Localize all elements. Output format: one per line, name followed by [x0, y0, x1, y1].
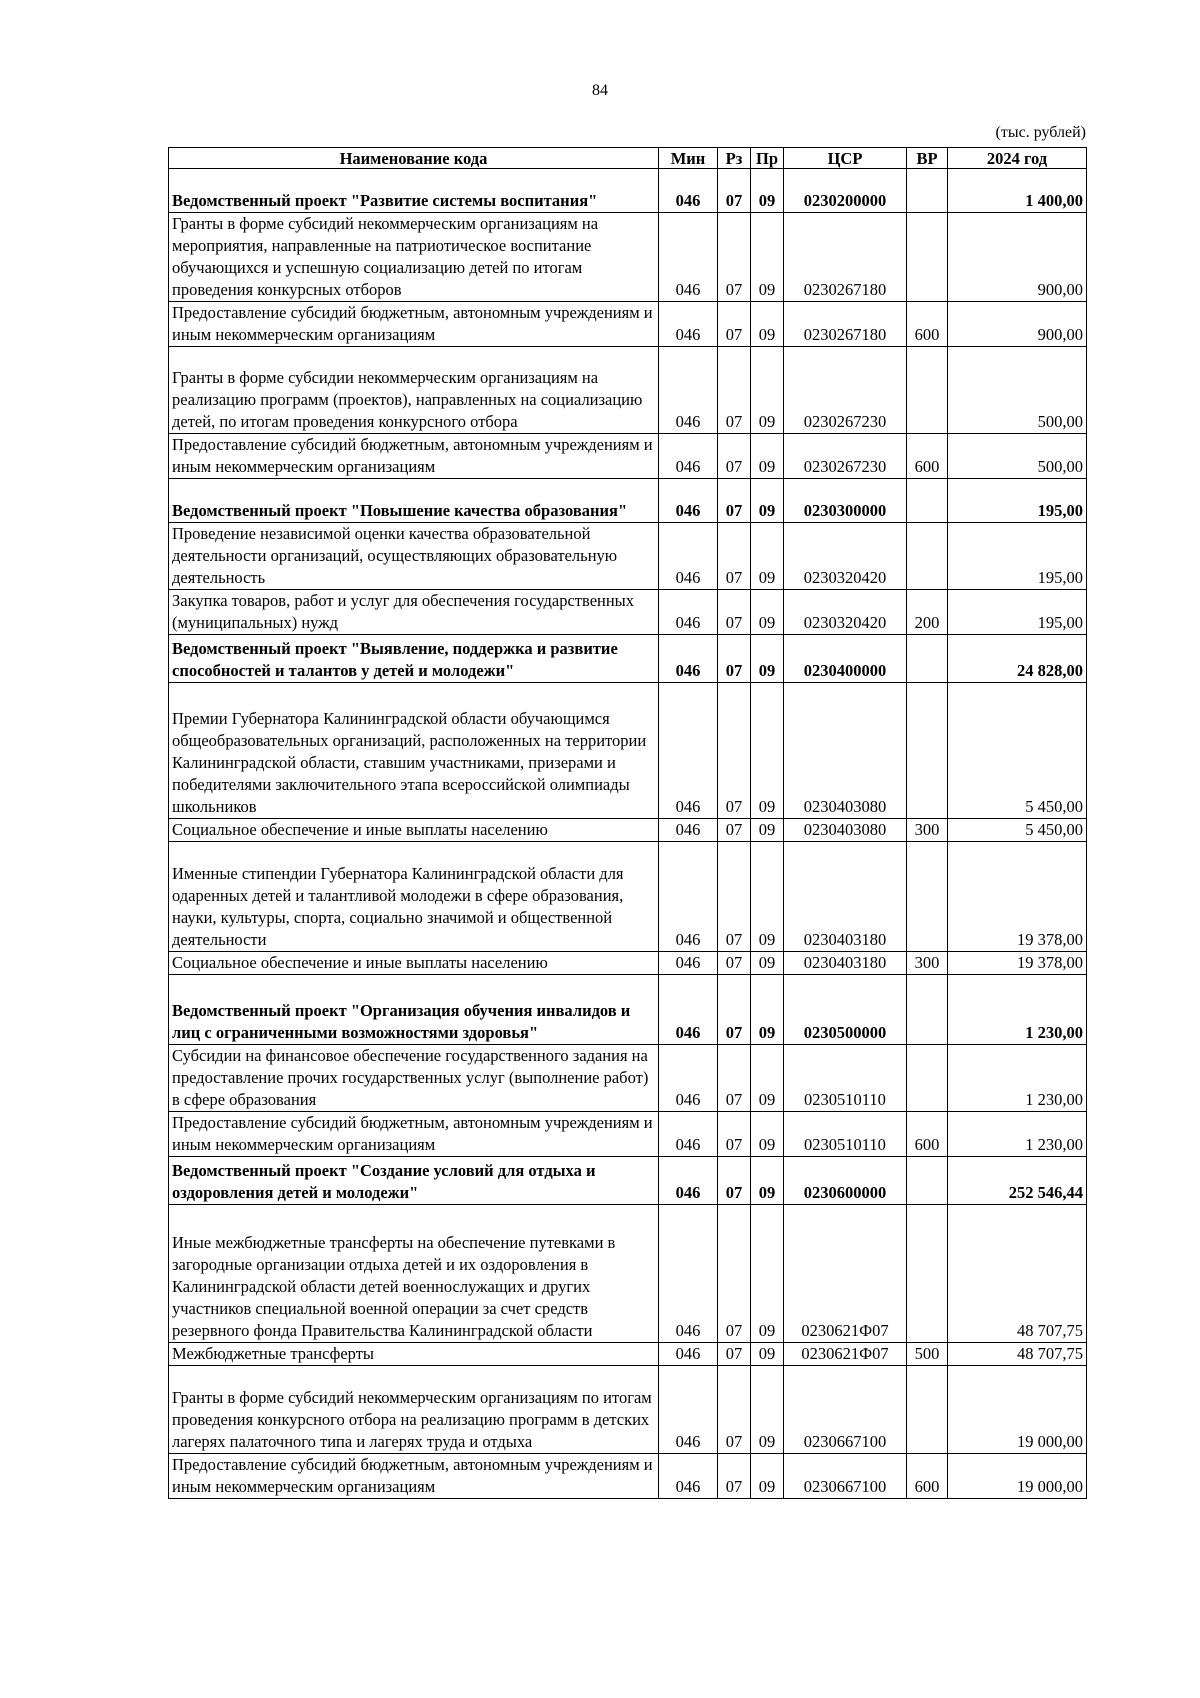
cell-csr: 0230320420: [784, 523, 907, 590]
cell-name: Ведомственный проект "Развитие системы воспитания": [169, 169, 659, 213]
column-header-csr: ЦСР: [784, 148, 907, 169]
table-row: [169, 1366, 1087, 1454]
cell-sum: 19 000,00: [948, 1366, 1087, 1454]
cell-pr: 09: [751, 683, 784, 819]
cell-vr: [907, 523, 948, 590]
cell-sum: 195,00: [948, 479, 1087, 523]
cell-csr: 0230267180: [784, 213, 907, 302]
cell-sum: 500,00: [948, 434, 1087, 479]
cell-min: 046: [659, 434, 718, 479]
cell-pr: 09: [751, 302, 784, 347]
cell-rz: 07: [718, 169, 751, 213]
cell-pr: 09: [751, 590, 784, 635]
unit-note: (тыс. рублей): [995, 124, 1086, 141]
table-row: [169, 1454, 1087, 1499]
cell-pr: 09: [751, 1366, 784, 1454]
cell-sum: 24 828,00: [948, 635, 1087, 683]
cell-name: Ведомственный проект "Повышение качества образования": [169, 479, 659, 523]
cell-vr: 200: [907, 590, 948, 635]
cell-csr: 0230500000: [784, 975, 907, 1045]
page-number: 84: [592, 82, 608, 99]
cell-pr: 09: [751, 1157, 784, 1205]
cell-sum: 19 378,00: [948, 952, 1087, 975]
cell-pr: 09: [751, 975, 784, 1045]
budget-table: [168, 147, 1087, 1499]
cell-csr: 0230267180: [784, 302, 907, 347]
cell-rz: 07: [718, 302, 751, 347]
cell-sum: 195,00: [948, 590, 1087, 635]
cell-min: 046: [659, 1454, 718, 1499]
cell-min: 046: [659, 302, 718, 347]
cell-csr: 0230200000: [784, 169, 907, 213]
cell-pr: 09: [751, 434, 784, 479]
cell-rz: 07: [718, 479, 751, 523]
cell-name: Социальное обеспечение и иные выплаты населению: [169, 952, 659, 975]
cell-sum: 1 400,00: [948, 169, 1087, 213]
cell-pr: 09: [751, 1045, 784, 1112]
cell-rz: 07: [718, 347, 751, 434]
cell-min: 046: [659, 683, 718, 819]
cell-sum: 900,00: [948, 213, 1087, 302]
cell-csr: 0230403080: [784, 683, 907, 819]
cell-min: 046: [659, 1112, 718, 1157]
cell-csr: 0230600000: [784, 1157, 907, 1205]
cell-rz: 07: [718, 1343, 751, 1366]
cell-min: 046: [659, 590, 718, 635]
cell-pr: 09: [751, 635, 784, 683]
cell-name: Гранты в форме субсидии некоммерческим организациям на реализацию программ (проектов), направленных на социализацию детей, по итогам проведения конкурсного отбора: [169, 347, 659, 434]
cell-pr: 09: [751, 523, 784, 590]
table-row: [169, 952, 1087, 975]
cell-name: Иные межбюджетные трансферты на обеспечение путевками в загородные организации отдыха детей и их оздоровления в Калининградской области детей военнослужащих и других участников специальной военной операции за счет средств резервного фонда Правительства Калининградской области: [169, 1205, 659, 1343]
cell-pr: 09: [751, 1343, 784, 1366]
cell-rz: 07: [718, 1366, 751, 1454]
column-header-min: Мин: [659, 148, 718, 169]
cell-pr: 09: [751, 842, 784, 952]
cell-rz: 07: [718, 1454, 751, 1499]
cell-csr: 0230403180: [784, 842, 907, 952]
cell-sum: 1 230,00: [948, 1112, 1087, 1157]
table-row: [169, 819, 1087, 842]
cell-vr: [907, 213, 948, 302]
cell-csr: 0230403180: [784, 952, 907, 975]
cell-name: Гранты в форме субсидий некоммерческим организациям на мероприятия, направленные на патриотическое воспитание обучающихся и успешную социализацию детей по итогам проведения конкурсных отборов: [169, 213, 659, 302]
cell-csr: 0230621Ф07: [784, 1205, 907, 1343]
cell-min: 046: [659, 1343, 718, 1366]
column-header-pr: Пр: [751, 148, 784, 169]
table-row: [169, 842, 1087, 952]
cell-sum: 19 000,00: [948, 1454, 1087, 1499]
table-row: [169, 1205, 1087, 1343]
table-row: [169, 1045, 1087, 1112]
cell-name: Закупка товаров, работ и услуг для обеспечения государственных (муниципальных) нужд: [169, 590, 659, 635]
table-row: [169, 683, 1087, 819]
cell-min: 046: [659, 523, 718, 590]
cell-sum: 500,00: [948, 347, 1087, 434]
cell-vr: [907, 1045, 948, 1112]
cell-name: Ведомственный проект "Выявление, поддержка и развитие способностей и талантов у детей и молодежи": [169, 635, 659, 683]
cell-min: 046: [659, 169, 718, 213]
project-row: [169, 479, 1087, 523]
cell-min: 046: [659, 347, 718, 434]
cell-name: Межбюджетные трансферты: [169, 1343, 659, 1366]
cell-sum: 195,00: [948, 523, 1087, 590]
cell-name: Предоставление субсидий бюджетным, автономным учреждениям и иным некоммерческим организациям: [169, 434, 659, 479]
cell-vr: [907, 169, 948, 213]
cell-csr: 0230320420: [784, 590, 907, 635]
cell-name: Предоставление субсидий бюджетным, автономным учреждениям и иным некоммерческим организациям: [169, 1454, 659, 1499]
cell-vr: [907, 842, 948, 952]
cell-csr: 0230300000: [784, 479, 907, 523]
cell-csr: 0230667100: [784, 1366, 907, 1454]
cell-vr: 600: [907, 1454, 948, 1499]
cell-rz: 07: [718, 1205, 751, 1343]
table-row: [169, 213, 1087, 302]
cell-min: 046: [659, 479, 718, 523]
cell-name: Социальное обеспечение и иные выплаты населению: [169, 819, 659, 842]
cell-pr: 09: [751, 169, 784, 213]
cell-csr: 0230621Ф07: [784, 1343, 907, 1366]
cell-vr: [907, 479, 948, 523]
cell-rz: 07: [718, 635, 751, 683]
cell-pr: 09: [751, 1112, 784, 1157]
cell-sum: 1 230,00: [948, 975, 1087, 1045]
cell-rz: 07: [718, 590, 751, 635]
cell-pr: 09: [751, 952, 784, 975]
cell-rz: 07: [718, 434, 751, 479]
cell-csr: 0230510110: [784, 1112, 907, 1157]
cell-min: 046: [659, 842, 718, 952]
cell-vr: [907, 1205, 948, 1343]
cell-name: Субсидии на финансовое обеспечение государственного задания на предоставление прочих государственных услуг (выполнение работ) в сфере образования: [169, 1045, 659, 1112]
cell-name: Гранты в форме субсидий некоммерческим организациям по итогам проведения конкурсного отбора на реализацию программ в детских лагерях палаточного типа и лагерях труда и отдыха: [169, 1366, 659, 1454]
project-row: [169, 169, 1087, 213]
cell-csr: 0230667100: [784, 1454, 907, 1499]
cell-vr: [907, 1366, 948, 1454]
table-row: [169, 1112, 1087, 1157]
cell-min: 046: [659, 635, 718, 683]
cell-csr: 0230267230: [784, 347, 907, 434]
cell-csr: 0230403080: [784, 819, 907, 842]
cell-name: Ведомственный проект "Организация обучения инвалидов и лиц с ограниченными возможностями здоровья": [169, 975, 659, 1045]
cell-min: 046: [659, 952, 718, 975]
column-header-rz: Рз: [718, 148, 751, 169]
cell-csr: 0230267230: [784, 434, 907, 479]
cell-min: 046: [659, 1045, 718, 1112]
cell-vr: [907, 1157, 948, 1205]
cell-min: 046: [659, 975, 718, 1045]
cell-rz: 07: [718, 523, 751, 590]
cell-rz: 07: [718, 1045, 751, 1112]
table-body: [169, 169, 1087, 1499]
cell-rz: 07: [718, 819, 751, 842]
project-row: [169, 975, 1087, 1045]
cell-vr: 600: [907, 302, 948, 347]
cell-sum: 19 378,00: [948, 842, 1087, 952]
table-row: [169, 523, 1087, 590]
cell-sum: 1 230,00: [948, 1045, 1087, 1112]
cell-pr: 09: [751, 479, 784, 523]
cell-vr: 500: [907, 1343, 948, 1366]
cell-sum: 48 707,75: [948, 1205, 1087, 1343]
cell-sum: 5 450,00: [948, 819, 1087, 842]
cell-vr: 300: [907, 819, 948, 842]
cell-vr: 300: [907, 952, 948, 975]
cell-pr: 09: [751, 347, 784, 434]
column-header-vr: ВР: [907, 148, 948, 169]
cell-pr: 09: [751, 1205, 784, 1343]
cell-vr: 600: [907, 1112, 948, 1157]
project-row: [169, 635, 1087, 683]
cell-csr: 0230510110: [784, 1045, 907, 1112]
cell-name: Ведомственный проект "Создание условий для отдыха и оздоровления детей и молодежи": [169, 1157, 659, 1205]
cell-rz: 07: [718, 975, 751, 1045]
cell-vr: [907, 347, 948, 434]
cell-sum: 48 707,75: [948, 1343, 1087, 1366]
table-row: [169, 302, 1087, 347]
project-row: [169, 1157, 1087, 1205]
cell-vr: [907, 975, 948, 1045]
cell-pr: 09: [751, 819, 784, 842]
cell-sum: 252 546,44: [948, 1157, 1087, 1205]
cell-vr: [907, 635, 948, 683]
table-row: [169, 1343, 1087, 1366]
table-row: [169, 590, 1087, 635]
cell-rz: 07: [718, 1157, 751, 1205]
cell-rz: 07: [718, 683, 751, 819]
column-header-year: 2024 год: [948, 148, 1087, 169]
cell-vr: [907, 683, 948, 819]
cell-name: Премии Губернатора Калининградской области обучающимся общеобразовательных организаций, расположенных на территории Калининградской области, ставшим участниками, призерами и победителями заключительного этапа всероссийской олимпиады школьников: [169, 683, 659, 819]
cell-name: Предоставление субсидий бюджетным, автономным учреждениям и иным некоммерческим организациям: [169, 302, 659, 347]
cell-pr: 09: [751, 213, 784, 302]
cell-name: Предоставление субсидий бюджетным, автономным учреждениям и иным некоммерческим организациям: [169, 1112, 659, 1157]
table-row: [169, 347, 1087, 434]
cell-rz: 07: [718, 1112, 751, 1157]
cell-rz: 07: [718, 213, 751, 302]
cell-min: 046: [659, 213, 718, 302]
column-header-name: Наименование кода: [169, 148, 659, 169]
cell-min: 046: [659, 819, 718, 842]
cell-sum: 900,00: [948, 302, 1087, 347]
cell-name: Именные стипендии Губернатора Калининградской области для одаренных детей и талантливой молодежи в сфере образования, науки, культуры, спорта, социально значимой и общественной деятельности: [169, 842, 659, 952]
cell-min: 046: [659, 1205, 718, 1343]
cell-csr: 0230400000: [784, 635, 907, 683]
cell-pr: 09: [751, 1454, 784, 1499]
cell-rz: 07: [718, 952, 751, 975]
cell-sum: 5 450,00: [948, 683, 1087, 819]
cell-min: 046: [659, 1157, 718, 1205]
cell-name: Проведение независимой оценки качества образовательной деятельности организаций, осуществляющих образовательную деятельность: [169, 523, 659, 590]
table-row: [169, 434, 1087, 479]
table-header-row: [169, 148, 1087, 169]
cell-min: 046: [659, 1366, 718, 1454]
cell-rz: 07: [718, 842, 751, 952]
cell-vr: 600: [907, 434, 948, 479]
